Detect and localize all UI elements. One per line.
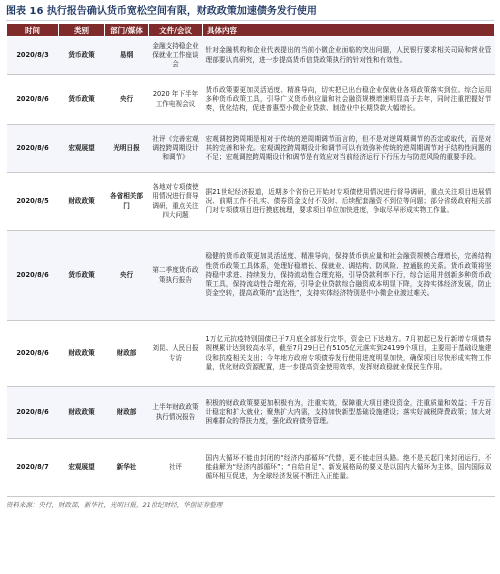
cell-dept: 央行	[105, 231, 149, 321]
cell-content: 国内大循环不能由封闭的“经济内部循环”代替，更不能走回头路。绝不是关起门来封闭运行，不能曲解为“经济内部循环”；“自给自足”、新发展格局的要义是以国内大循环为主体，国内国际双循环相互促进，为全球经济发展不断注入正能量。	[203, 439, 495, 497]
cell-dept: 易纲	[105, 37, 149, 75]
cell-content: 积极的财政政策要更加积极有为，注重实效，保障重大项目建设资金，注重质量和效益；千方百计稳定和扩大就业；聚焦扩大内需，支持加快新型基础设施建设；落实好减税降费政策；加大对困难群众的帮扶力度，强化政府债务管理。	[203, 387, 495, 439]
cell-doc: 2020 年下半年工作电视会议	[149, 75, 203, 125]
cell-category: 财政政策	[59, 321, 105, 387]
table-row	[7, 231, 495, 321]
cell-date: 2020/8/6	[7, 75, 59, 125]
cell-content: 货币政策要更加灵活适度、精准导向，切实把已出台稳企业保就业各项政策落实到位。综合运用多种货币政策工具，引导广义货币供应量和社会融资规模增速明显高于去年，同时注重把握好节奏，优化结构，促进普惠型小微企业贷款、制造业中长期贷款大幅增长。	[203, 75, 495, 125]
cell-content: 宏观调控跨周期是相对于传统的逆周期调节而言的，但不是对逆周期调节的否定或取代，而是对其的完善和补充。宏观调控跨周期设计和调节可以有效弥补传统的逆周期调节对于结构性问题的不足；宏观调控跨周期设计和调节是有效应对当前经济运行下行压力与防范风险的重要手段。	[203, 125, 495, 173]
cell-date: 2020/8/6	[7, 125, 59, 173]
cell-content: 据21世纪经济报道，近期多个省份已开始对专项债使用情况进行督导调研，重点关注项目进展情况、前期工作不扎实、债券资金支付不及时、后续配套融资不到位等问题；部分省级政府相关部门对专项债项目进行摸底梳理，要求项目单位加快进度，争取尽早形成实物工作量。	[203, 173, 495, 231]
cell-doc: 各地对专项债使用情况进行督导调研，重点关注四大问题	[149, 173, 203, 231]
cell-dept: 央行	[105, 75, 149, 125]
cell-date: 2020/8/7	[7, 439, 59, 497]
cell-date: 2020/8/6	[7, 387, 59, 439]
cell-dept: 财政部	[105, 387, 149, 439]
cell-content: 针对金融机构和企业代表提出的当前小微企业面临的突出问题，人民银行要求相关司局和营业管理部要认真研究，进一步提高货币信贷政策执行的针对性和有效性。	[203, 37, 495, 75]
cell-dept: 光明日报	[105, 125, 149, 173]
cell-doc: 社评《完善宏观调控跨周期设计和调节》	[149, 125, 203, 173]
figure-title: 图表 16 执行报告确认货币宽松空间有限，财政政策加速债务发行使用	[6, 5, 494, 21]
cell-content: 稳健的货币政策更加灵活适度、精准导向，保持货币供应量和社会融资规模合理增长，完善结构性货币政策工具体系，处理好稳增长、保就业、调结构、防风险、控通胀的关系。货币政策将坚持稳中求进、持续发力，保持流动性合理充裕，引导贷款利率下行，综合运用并创新多种货币政策工具，保持流动性合理充裕，引导企业贷款综合融资成本明显下降，支持实体经济发展，防止资金空转，提高政策的“直达性”，支持实体经济特别是中小微企业渡过难关。	[203, 231, 495, 321]
cell-category: 财政政策	[59, 387, 105, 439]
header-dept: 部门/媒体	[105, 24, 149, 37]
cell-date: 2020/8/3	[7, 37, 59, 75]
cell-dept: 各省相关部门	[105, 173, 149, 231]
cell-doc: 社评	[149, 439, 203, 497]
table-row	[7, 173, 495, 231]
cell-date: 2020/8/6	[7, 321, 59, 387]
cell-doc: 刘昆、人民日报专访	[149, 321, 203, 387]
table-row	[7, 125, 495, 173]
table-header-row	[7, 24, 495, 37]
cell-date: 2020/8/6	[7, 231, 59, 321]
cell-category: 货币政策	[59, 37, 105, 75]
cell-category: 货币政策	[59, 231, 105, 321]
table-row	[7, 321, 495, 387]
cell-category: 宏观展望	[59, 125, 105, 173]
header-doc: 文件/会议	[149, 24, 203, 37]
cell-doc: 金融支持稳企业保就业工作座谈会	[149, 37, 203, 75]
header-content: 具体内容	[203, 24, 495, 37]
table-row	[7, 37, 495, 75]
cell-category: 宏观展望	[59, 439, 105, 497]
cell-doc: 上半年财政政策执行情况报告	[149, 387, 203, 439]
cell-dept: 财政部	[105, 321, 149, 387]
cell-category: 财政政策	[59, 173, 105, 231]
policy-table	[6, 23, 495, 497]
source-note: 资料来源：央行，财政部，新华社，光明日报，21世纪财经，华创证券整理	[6, 501, 223, 509]
table-row	[7, 75, 495, 125]
cell-category: 货币政策	[59, 75, 105, 125]
header-category: 类别	[59, 24, 105, 37]
cell-doc: 第二季度货币政策执行报告	[149, 231, 203, 321]
table-row	[7, 387, 495, 439]
header-date: 时间	[7, 24, 59, 37]
cell-dept: 新华社	[105, 439, 149, 497]
table-row	[7, 439, 495, 497]
cell-content: 1万亿元抗疫特别国债已于7月底全部发行完毕，资金已下达地方。7月初起已发行新增专项债券规模累计达到较高水平，截至7月29日已有5105亿元落实到24199个项目，主要用于基础设施建设和抗疫相关支出；今年地方政府专项债券发行使用进度明显加快，确保项目尽快形成实物工作量，优化财政资源配置，进一步提高资金使用效率，发挥财政稳就业保民生作用。	[203, 321, 495, 387]
cell-date: 2020/8/5	[7, 173, 59, 231]
